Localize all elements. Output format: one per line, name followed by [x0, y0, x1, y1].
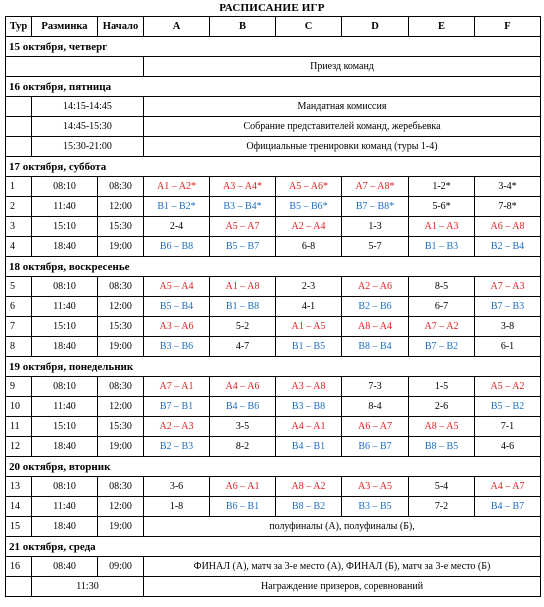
page-title: РАСПИСАНИЕ ИГР — [219, 2, 325, 14]
tur-cell: 7 — [6, 317, 32, 337]
game-cell-e: B7 – B2 — [409, 337, 475, 357]
table-row — [6, 377, 541, 397]
day-heading: 18 октября, воскресенье — [6, 257, 541, 277]
header-tur: Тур — [6, 17, 32, 37]
game-cell-b: 3-5 — [210, 417, 276, 437]
warmup-cell: 08:10 — [32, 477, 98, 497]
game-cell-b: B6 – B1 — [210, 497, 276, 517]
game-cell-e: A8 – A5 — [409, 417, 475, 437]
tur-cell: 6 — [6, 297, 32, 317]
game-cell-b: 4-7 — [210, 337, 276, 357]
warmup-cell: 15:10 — [32, 217, 98, 237]
tur-cell: 14 — [6, 497, 32, 517]
header-court-d: D — [342, 17, 409, 37]
warmup-cell: 08:10 — [32, 377, 98, 397]
game-cell-c: A1 – A5 — [276, 317, 342, 337]
event-cell: Приезд команд — [144, 57, 541, 77]
game-cell-b: A5 – A7 — [210, 217, 276, 237]
game-cell-d: 8-4 — [342, 397, 409, 417]
game-cell-f: B7 – B3 — [475, 297, 541, 317]
game-cell-f: B5 – B2 — [475, 397, 541, 417]
time-range-cell: 14:15-14:45 — [32, 97, 144, 117]
tur-cell: 2 — [6, 197, 32, 217]
warmup-cell: 08:10 — [32, 177, 98, 197]
start-cell: 19:00 — [98, 237, 144, 257]
start-cell: 12:00 — [98, 397, 144, 417]
start-cell: 08:30 — [98, 377, 144, 397]
game-cell-f: B4 – B7 — [475, 497, 541, 517]
game-cell-c: A4 – A1 — [276, 417, 342, 437]
game-cell-a: A1 – A2* — [144, 177, 210, 197]
game-cell-a: 3-6 — [144, 477, 210, 497]
game-cell-c: B4 – B1 — [276, 437, 342, 457]
warmup-cell: 15:10 — [32, 417, 98, 437]
game-cell-a: B7 – B1 — [144, 397, 210, 417]
tur-cell: 10 — [6, 397, 32, 417]
start-cell: 19:00 — [98, 437, 144, 457]
header-court-b: B — [210, 17, 276, 37]
game-cell-b: A3 – A4* — [210, 177, 276, 197]
warmup-cell: 18:40 — [32, 437, 98, 457]
game-cell-c: 2-3 — [276, 277, 342, 297]
game-cell-f: A6 – A8 — [475, 217, 541, 237]
game-cell-d: A7 – A8* — [342, 177, 409, 197]
game-cell-d: A2 – A6 — [342, 277, 409, 297]
time-range-cell: 14:45-15:30 — [32, 117, 144, 137]
game-cell-a: B5 – B4 — [144, 297, 210, 317]
game-cell-a: B1 – B2* — [144, 197, 210, 217]
start-cell: 08:30 — [98, 277, 144, 297]
warmup-cell: 11:40 — [32, 497, 98, 517]
game-cell-b: A4 – A6 — [210, 377, 276, 397]
game-cell-a: 2-4 — [144, 217, 210, 237]
table-row — [6, 557, 541, 577]
table-row — [6, 417, 541, 437]
game-cell-b: B5 – B7 — [210, 237, 276, 257]
warmup-cell: 15:10 — [32, 317, 98, 337]
start-cell: 09:00 — [98, 557, 144, 577]
day-heading: 20 октября, вторник — [6, 457, 541, 477]
game-cell-c: A5 – A6* — [276, 177, 342, 197]
game-cell-a: A3 – A6 — [144, 317, 210, 337]
game-cell-f: A7 – A3 — [475, 277, 541, 297]
tur-cell: 9 — [6, 377, 32, 397]
day-heading: 15 октября, четверг — [6, 37, 541, 57]
header-court-a: A — [144, 17, 210, 37]
start-cell: 15:30 — [98, 217, 144, 237]
game-cell-c: B1 – B5 — [276, 337, 342, 357]
game-cell-e: 7-2 — [409, 497, 475, 517]
table-row — [6, 297, 541, 317]
table-row — [6, 517, 541, 537]
warmup-cell: 18:40 — [32, 517, 98, 537]
warmup-cell: 11:40 — [32, 297, 98, 317]
tur-cell: 11 — [6, 417, 32, 437]
game-cell-c: B3 – B8 — [276, 397, 342, 417]
event-cell: Официальные тренировки команд (туры 1-4) — [144, 137, 541, 157]
event-cell: полуфиналы (А), полуфиналы (Б), — [144, 517, 541, 537]
start-cell: 12:00 — [98, 197, 144, 217]
table-row — [6, 197, 541, 217]
game-cell-c: 4-1 — [276, 297, 342, 317]
game-cell-e: B8 – B5 — [409, 437, 475, 457]
game-cell-d: B3 – B5 — [342, 497, 409, 517]
day-heading: 17 октября, суббота — [6, 157, 541, 177]
game-cell-b: 5-2 — [210, 317, 276, 337]
game-cell-a: A5 – A4 — [144, 277, 210, 297]
warmup-cell: 18:40 — [32, 337, 98, 357]
event-cell: ФИНАЛ (А), матч за 3-е место (А), ФИНАЛ (Б), матч за 3-е место (Б) — [144, 557, 541, 577]
tur-cell: 15 — [6, 517, 32, 537]
game-cell-b: B1 – B8 — [210, 297, 276, 317]
table-row — [6, 477, 541, 497]
empty-cell — [6, 97, 32, 117]
warmup-cell: 11:40 — [32, 197, 98, 217]
game-cell-e: 1-5 — [409, 377, 475, 397]
game-cell-e: 2-6 — [409, 397, 475, 417]
header-start: Начало — [98, 17, 144, 37]
game-cell-d: 7-3 — [342, 377, 409, 397]
tur-cell: 4 — [6, 237, 32, 257]
empty-cell — [6, 577, 32, 597]
game-cell-f: 4-6 — [475, 437, 541, 457]
event-cell: Собрание представителей команд, жеребьевка — [144, 117, 541, 137]
table-row — [6, 337, 541, 357]
game-cell-a: A2 – A3 — [144, 417, 210, 437]
game-cell-e: 8-5 — [409, 277, 475, 297]
game-cell-d: B7 – B8* — [342, 197, 409, 217]
game-cell-d: B6 – B7 — [342, 437, 409, 457]
game-cell-d: A6 – A7 — [342, 417, 409, 437]
time-range-cell: 15:30-21:00 — [32, 137, 144, 157]
game-cell-e: 6-7 — [409, 297, 475, 317]
event-cell: Награждение призеров, соревнований — [144, 577, 541, 597]
table-row — [6, 277, 541, 297]
tur-cell: 5 — [6, 277, 32, 297]
table-row — [6, 497, 541, 517]
tur-cell: 8 — [6, 337, 32, 357]
game-cell-c: A2 – A4 — [276, 217, 342, 237]
table-row — [6, 237, 541, 257]
game-cell-f: 3-8 — [475, 317, 541, 337]
day-heading: 19 октября, понедельник — [6, 357, 541, 377]
day-heading: 21 октября, среда — [6, 537, 541, 557]
start-cell: 19:00 — [98, 337, 144, 357]
schedule-table — [5, 16, 541, 597]
game-cell-f: 7-1 — [475, 417, 541, 437]
game-cell-c: 6-8 — [276, 237, 342, 257]
game-cell-f: 3-4* — [475, 177, 541, 197]
game-cell-a: 1-8 — [144, 497, 210, 517]
table-row — [6, 577, 541, 597]
warmup-cell: 08:40 — [32, 557, 98, 577]
game-cell-b: A1 – A8 — [210, 277, 276, 297]
game-cell-e: 5-4 — [409, 477, 475, 497]
game-cell-c: A3 – A8 — [276, 377, 342, 397]
game-cell-d: A3 – A5 — [342, 477, 409, 497]
game-cell-f: A5 – A2 — [475, 377, 541, 397]
header-court-f: F — [475, 17, 541, 37]
start-cell: 12:00 — [98, 297, 144, 317]
table-row — [6, 317, 541, 337]
game-cell-d: B8 – B4 — [342, 337, 409, 357]
table-row — [6, 397, 541, 417]
game-cell-e: B1 – B3 — [409, 237, 475, 257]
game-cell-f: 6-1 — [475, 337, 541, 357]
game-cell-a: B6 – B8 — [144, 237, 210, 257]
header-row — [6, 17, 541, 37]
game-cell-d: B2 – B6 — [342, 297, 409, 317]
tur-cell: 16 — [6, 557, 32, 577]
game-cell-c: B8 – B2 — [276, 497, 342, 517]
game-cell-d: 5-7 — [342, 237, 409, 257]
header-court-c: C — [276, 17, 342, 37]
game-cell-b: A6 – A1 — [210, 477, 276, 497]
event-cell: Мандатная комиссия — [144, 97, 541, 117]
empty-cell — [6, 57, 144, 77]
start-cell: 08:30 — [98, 477, 144, 497]
game-cell-f: 7-8* — [475, 197, 541, 217]
game-cell-f: B2 – B4 — [475, 237, 541, 257]
game-cell-a: B2 – B3 — [144, 437, 210, 457]
game-cell-b: B4 – B6 — [210, 397, 276, 417]
time-cell: 11:30 — [32, 577, 144, 597]
game-cell-b: B3 – B4* — [210, 197, 276, 217]
game-cell-c: B5 – B6* — [276, 197, 342, 217]
start-cell: 12:00 — [98, 497, 144, 517]
warmup-cell: 18:40 — [32, 237, 98, 257]
tur-cell: 1 — [6, 177, 32, 197]
game-cell-d: A8 – A4 — [342, 317, 409, 337]
table-row — [6, 177, 541, 197]
start-cell: 08:30 — [98, 177, 144, 197]
table-row — [6, 217, 541, 237]
table-row — [6, 437, 541, 457]
game-cell-e: A1 – A3 — [409, 217, 475, 237]
game-cell-a: B3 – B6 — [144, 337, 210, 357]
start-cell: 15:30 — [98, 417, 144, 437]
day-heading: 16 октября, пятница — [6, 77, 541, 97]
warmup-cell: 08:10 — [32, 277, 98, 297]
tur-cell: 12 — [6, 437, 32, 457]
start-cell: 19:00 — [98, 517, 144, 537]
start-cell: 15:30 — [98, 317, 144, 337]
header-court-e: E — [409, 17, 475, 37]
game-cell-c: A8 – A2 — [276, 477, 342, 497]
game-cell-f: A4 – A7 — [475, 477, 541, 497]
empty-cell — [6, 137, 32, 157]
game-cell-d: 1-3 — [342, 217, 409, 237]
header-warmup: Разминка — [32, 17, 98, 37]
tur-cell: 13 — [6, 477, 32, 497]
game-cell-e: 1-2* — [409, 177, 475, 197]
game-cell-b: 8-2 — [210, 437, 276, 457]
tur-cell: 3 — [6, 217, 32, 237]
game-cell-e: 5-6* — [409, 197, 475, 217]
warmup-cell: 11:40 — [32, 397, 98, 417]
empty-cell — [6, 117, 32, 137]
game-cell-a: A7 – A1 — [144, 377, 210, 397]
game-cell-e: A7 – A2 — [409, 317, 475, 337]
